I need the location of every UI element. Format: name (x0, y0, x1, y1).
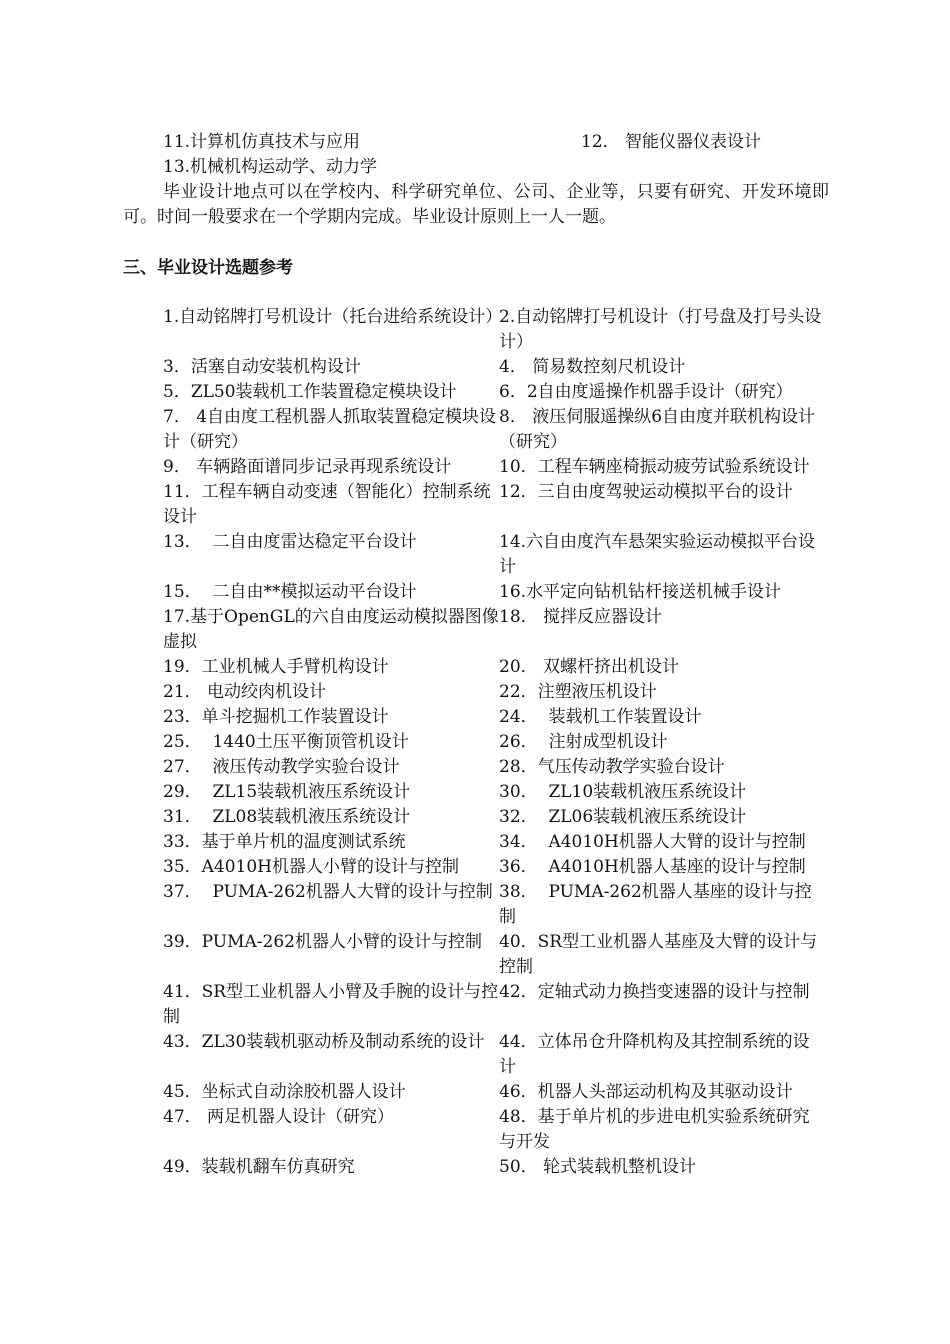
topic-item: 14.六自由度汽车悬架实验运动模拟平台设计 (499, 532, 816, 577)
topic-item: 38． PUMA-262机器人基座的设计与控制 (499, 882, 812, 927)
topic-item: 47． 两足机器人设计（研究） (163, 1107, 395, 1127)
topic-item: 13． 二自由度雷达稳定平台设计 (163, 532, 417, 552)
topic-area-11: 11.计算机仿真技术与应用 (163, 132, 361, 152)
topic-list (163, 305, 823, 1180)
topic-item: 16.水平定向钻机钻杆接送机械手设计 (499, 582, 782, 602)
topic-item: 30． ZL10装载机液压系统设计 (499, 782, 747, 802)
topic-item: 10．工程车辆座椅振动疲劳试验系统设计 (499, 457, 810, 477)
section-heading: 三、毕业设计选题参考 (123, 258, 293, 278)
topic-item: 27． 液压传动教学实验台设计 (163, 757, 400, 777)
topic-item: 1.自动铭牌打号机设计（托台进给系统设计） (163, 307, 503, 327)
topic-item: 25． 1440土压平衡顶管机设计 (163, 732, 409, 752)
topic-area-13: 13.机械机构运动学、动力学 (163, 157, 378, 177)
topic-item: 32． ZL06装载机液压系统设计 (499, 807, 747, 827)
topic-item: 17.基于OpenGL的六自由度运动模拟器图像虚拟 (163, 607, 499, 652)
topic-item: 39．PUMA-262机器人小臂的设计与控制 (163, 932, 482, 952)
topic-area-12: 12． 智能仪器仪表设计 (581, 132, 762, 152)
topic-item: 9． 车辆路面谱同步记录再现系统设计 (163, 457, 452, 477)
topic-item: 43．ZL30装载机驱动桥及制动系统的设计 (163, 1032, 485, 1052)
topic-item: 11．工程车辆自动变速（智能化）控制系统设计 (163, 482, 491, 527)
topic-item: 15． 二自由**模拟运动平台设计 (163, 582, 417, 602)
topic-item: 29． ZL15装载机液压系统设计 (163, 782, 411, 802)
top-topic-row (163, 130, 843, 155)
topic-item: 21． 电动绞肉机设计 (163, 682, 327, 702)
topic-item: 41．SR型工业机器人小臂及手腕的设计与控制 (163, 982, 499, 1027)
topic-item: 35．A4010H机器人小臂的设计与控制 (163, 857, 459, 877)
topic-item: 24． 装载机工作装置设计 (499, 707, 702, 727)
topic-item: 48．基于单片机的步进电机实验系统研究与开发 (499, 1107, 810, 1152)
topic-item: 2.自动铭牌打号机设计（打号盘及打号头设计） (499, 307, 822, 352)
topic-item: 20． 双螺杆挤出机设计 (499, 657, 680, 677)
topic-item: 36． A4010H机器人基座的设计与控制 (499, 857, 806, 877)
topic-item: 4． 简易数控刻尺机设计 (499, 357, 686, 377)
design-location-paragraph: 毕业设计地点可以在学校内、科学研究单位、公司、企业等，只要有研究、开发环境即可。时间一般要求在一个学期内完成。毕业设计原则上一人一题。 (123, 182, 829, 227)
topic-item: 18． 搅拌反应器设计 (499, 607, 663, 627)
topic-item: 12．三自由度驾驶运动模拟平台的设计 (499, 482, 793, 502)
topic-item: 45．坐标式自动涂胶机器人设计 (163, 1082, 406, 1102)
topic-item: 28．气压传动教学实验台设计 (499, 757, 725, 777)
topic-item: 31． ZL08装载机液压系统设计 (163, 807, 411, 827)
topic-item: 49．装载机翻车仿真研究 (163, 1157, 355, 1177)
topic-item: 33．基于单片机的温度测试系统 (163, 832, 406, 852)
topic-item: 7． 4自由度工程机器人抓取装置稳定模块设计（研究） (163, 407, 497, 452)
topic-item: 44．立体吊仓升降机构及其控制系统的设计 (499, 1032, 810, 1077)
topic-item: 37． PUMA-262机器人大臂的设计与控制 (163, 882, 493, 902)
topic-item: 8． 液压伺服遥操纵6自由度并联机构设计（研究） (499, 407, 816, 452)
topic-item: 5．ZL50装载机工作装置稳定模块设计 (163, 382, 457, 402)
topic-item: 6．2自由度遥操作机器手设计（研究） (499, 382, 793, 402)
topic-item: 34． A4010H机器人大臂的设计与控制 (499, 832, 806, 852)
topic-item: 40．SR型工业机器人基座及大臂的设计与控制 (499, 932, 818, 977)
topic-item: 50． 轮式装载机整机设计 (499, 1157, 697, 1177)
topic-item: 26． 注射成型机设计 (499, 732, 668, 752)
topic-item: 3．活塞自动安装机构设计 (163, 357, 361, 377)
topic-item: 46．机器人头部运动机构及其驱动设计 (499, 1082, 793, 1102)
topic-item: 19．工业机械人手臂机构设计 (163, 657, 389, 677)
topic-item: 23．单斗挖掘机工作装置设计 (163, 707, 389, 727)
topic-item: 42．定轴式动力换挡变速器的设计与控制 (499, 982, 810, 1002)
topic-item: 22．注塑液压机设计 (499, 682, 657, 702)
